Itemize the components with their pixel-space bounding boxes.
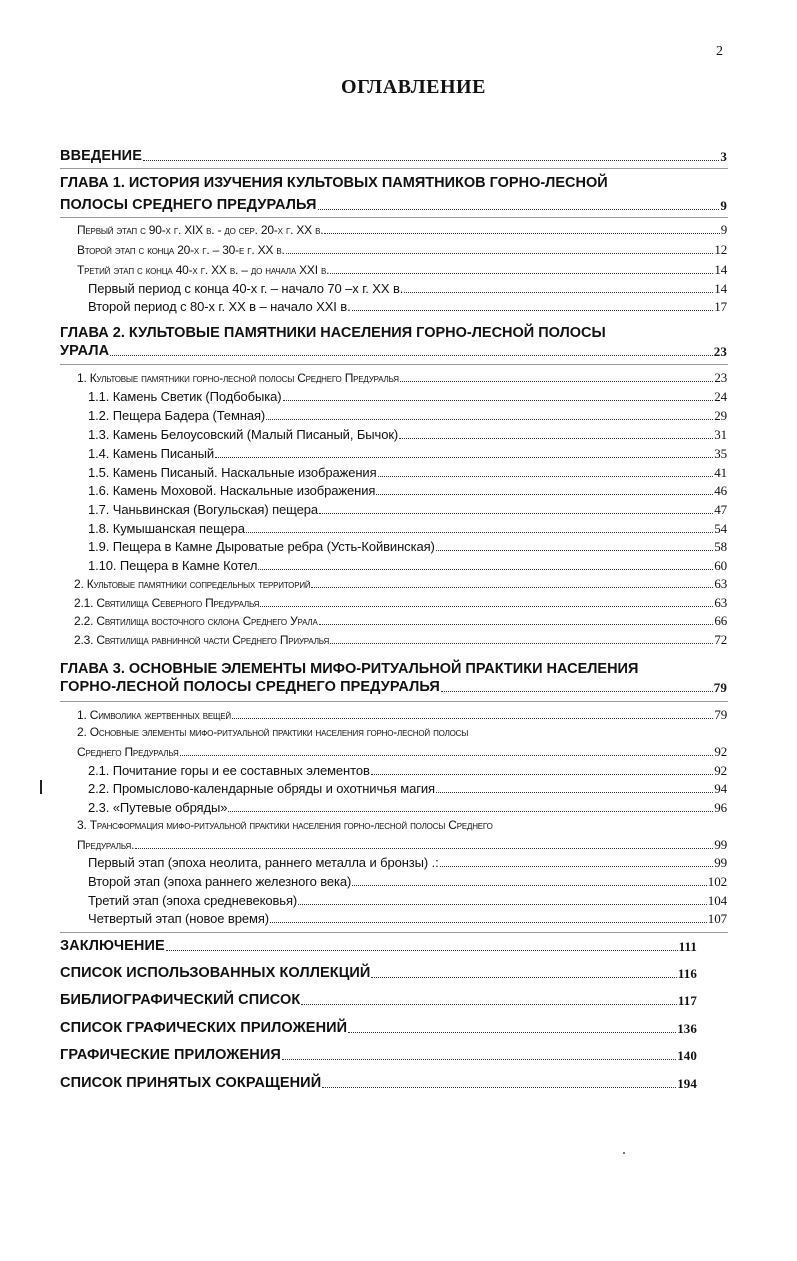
dot-leader	[318, 208, 720, 210]
toc-entry-title: 1. Культовые памятники горно-лесной полосы Среднего Предуралья	[77, 371, 399, 385]
toc-entry[interactable]	[88, 800, 727, 814]
dot-leader	[283, 399, 714, 401]
toc-entry[interactable]	[88, 539, 727, 553]
toc-entry-title: Предуралья.	[77, 838, 135, 852]
toc-entry[interactable]	[60, 966, 697, 980]
toc-entry[interactable]	[60, 1076, 697, 1090]
toc-entry-title: ЗАКЛЮЧЕНИЕ	[60, 937, 165, 954]
toc-entry-page: 47	[714, 502, 727, 517]
toc-entry-first-line: ГЛАВА 1. ИСТОРИЯ ИЗУЧЕНИЯ КУЛЬТОВЫХ ПАМЯТНИКОВ ГОРНО-ЛЕСНОЙ	[60, 175, 608, 191]
divider	[60, 932, 728, 933]
toc-entry-title: Второй период с 80-х г. XX в – начало XXI в.	[88, 299, 351, 314]
toc-entry[interactable]	[88, 893, 727, 907]
toc-entry-page: 99	[714, 855, 727, 870]
toc-entry-title: Второй этап с конца 20-х г. – 30-е г. XX в.	[77, 243, 285, 257]
toc-entry[interactable]	[88, 281, 727, 295]
toc-entry-page: 3	[720, 149, 727, 164]
toc-entry-title: Второй этап (эпоха раннего железного века)	[88, 874, 352, 889]
toc-entry-page: 92	[714, 744, 727, 759]
divider	[60, 701, 728, 702]
dot-leader	[322, 1086, 676, 1088]
dot-leader	[352, 884, 707, 886]
toc-entry-page: 79	[713, 680, 727, 695]
toc-entry-page: 194	[677, 1076, 697, 1091]
toc-entry-title: 1.4. Камень Писаный	[88, 446, 215, 461]
toc-entry-title: Первый этап с 90-х г. XIX в. - до сер. 20-х г. XX в.	[77, 223, 324, 237]
toc-entry-title: ГРАФИЧЕСКИЕ ПРИЛОЖЕНИЯ	[60, 1046, 281, 1063]
toc-entry[interactable]	[88, 483, 727, 497]
dot-leader	[330, 272, 713, 274]
dot-leader	[260, 605, 713, 607]
toc-entry[interactable]	[88, 502, 727, 516]
toc-entry-title: 1.2. Пещера Бадера (Темная)	[88, 408, 266, 423]
toc-entry-page: 12	[714, 242, 727, 257]
dot-leader	[319, 512, 713, 514]
dot-leader	[352, 309, 714, 311]
toc-entry[interactable]	[77, 744, 727, 758]
toc-entry[interactable]	[88, 299, 727, 313]
dot-leader	[215, 456, 713, 458]
toc-entry-title: Среднего Предуралья	[77, 745, 179, 759]
toc-entry-title: ВВЕДЕНИЕ	[60, 147, 142, 164]
toc-entry-page: 92	[714, 763, 727, 778]
toc-entry[interactable]	[60, 939, 697, 953]
toc-entry-title: 2.2. Промыслово-календарные обряды и охотничья магия	[88, 781, 435, 796]
dot-leader	[166, 949, 678, 951]
toc-entry-page: 46	[714, 483, 727, 498]
dot-leader	[371, 976, 676, 978]
dot-leader	[135, 847, 713, 849]
toc-entry-page: 116	[677, 966, 697, 981]
dot-leader	[399, 437, 713, 439]
divider	[60, 364, 728, 365]
dot-leader	[436, 549, 713, 551]
dot-leader	[324, 232, 719, 234]
dot-leader	[319, 623, 714, 625]
toc-entry-page: 29	[714, 408, 727, 423]
dot-leader	[371, 773, 713, 775]
toc-entry-page: 35	[714, 446, 727, 461]
toc-entry-title: 1.8. Кумышанская пещера	[88, 521, 245, 536]
toc-entry-page: 14	[714, 262, 727, 277]
dot-leader	[110, 354, 713, 356]
toc-entry-page: 58	[714, 539, 727, 554]
toc-entry-title: 2.1. Святилища Северного Предуралья	[74, 596, 260, 610]
toc-entry[interactable]	[88, 389, 727, 403]
toc-entry[interactable]	[77, 837, 727, 851]
toc-entry[interactable]	[77, 222, 727, 236]
toc-entry-title: ПОЛОСЫ СРЕДНЕГО ПРЕДУРАЛЬЯ	[60, 196, 317, 213]
toc-entry-title: 2.3. Святилища равнинной части Среднего Приуралья	[74, 633, 330, 647]
toc-entry-first-line: 2. Основные элементы мифо-ритуальной практики населения горно-лесной полосы	[77, 725, 469, 739]
toc-entry-page: 66	[714, 613, 727, 628]
toc-entry-title: 2.3. «Путевые обряды»	[88, 800, 228, 815]
divider	[60, 217, 728, 218]
toc-entry-page: 41	[714, 465, 727, 480]
toc-entry-page: 23	[714, 370, 727, 385]
toc-entry-page: 140	[677, 1048, 697, 1063]
dot-leader	[301, 1003, 677, 1005]
toc-entry-page: 136	[677, 1021, 697, 1036]
toc-entry[interactable]	[88, 781, 727, 795]
dot-leader	[400, 380, 714, 382]
scan-speck	[623, 1152, 625, 1154]
toc-entry-title: 1.10. Пещера в Камне Котел	[88, 558, 258, 573]
toc-entry[interactable]	[60, 344, 727, 358]
toc-entry[interactable]	[77, 242, 727, 256]
dot-leader	[348, 1031, 676, 1033]
dot-leader	[246, 531, 713, 533]
dot-leader	[180, 754, 714, 756]
toc-entry-title: Третий этап с конца 40-х г. XX в. – до начала XXI в.	[77, 263, 330, 277]
toc-entry[interactable]	[77, 262, 727, 276]
toc-entry-page: 17	[714, 299, 727, 314]
dot-leader	[270, 921, 707, 923]
toc-entry[interactable]	[60, 198, 727, 212]
toc-entry-title: 1.9. Пещера в Камне Дыроватые ребра (Усть-Койвинская)	[88, 539, 435, 554]
dot-leader	[266, 418, 713, 420]
toc-entry[interactable]	[60, 1048, 697, 1062]
toc-entry-title: СПИСОК ПРИНЯТЫХ СОКРАЩЕНИЙ	[60, 1074, 322, 1091]
toc-entry-title: БИБЛИОГРАФИЧЕСКИЙ СПИСОК	[60, 991, 301, 1008]
toc-entry-page: 60	[714, 558, 727, 573]
divider	[60, 168, 728, 169]
dot-leader	[441, 690, 713, 692]
toc-entry[interactable]	[88, 763, 727, 777]
toc-entry-page: 72	[714, 632, 727, 647]
dot-leader	[404, 291, 713, 293]
dot-leader	[311, 586, 713, 588]
dot-leader	[282, 1058, 676, 1060]
toc-entry-page: 102	[707, 874, 727, 889]
toc-entry-page: 63	[714, 595, 727, 610]
toc-entry-page: 79	[714, 707, 727, 722]
toc-entry-title: Первый период с конца 40-х г. – начало 70 –х г. XX в.	[88, 281, 404, 296]
page-title: ОГЛАВЛЕНИЕ	[341, 76, 486, 98]
toc-entry[interactable]	[74, 613, 727, 627]
toc-entry[interactable]	[77, 707, 727, 721]
toc-entry-first-line: ГЛАВА 2. КУЛЬТОВЫЕ ПАМЯТНИКИ НАСЕЛЕНИЯ ГОРНО-ЛЕСНОЙ ПОЛОСЫ	[60, 325, 606, 341]
toc-entry-title: Первый этап (эпоха неолита, раннего металла и бронзы) .:	[88, 855, 439, 870]
dot-leader	[228, 810, 713, 812]
toc-entry-first-line: 3. Трансформация мифо-ритуальной практики населения горно-лесной полосы Среднего	[77, 818, 493, 832]
toc-entry[interactable]	[88, 521, 727, 535]
toc-entry-page: 111	[678, 939, 697, 954]
toc-entry-title: 1.1. Камень Светик (Подбобыка)	[88, 389, 282, 404]
toc-entry-page: 31	[714, 427, 727, 442]
toc-entry-title: Третий этап (эпоха средневековья)	[88, 893, 298, 908]
toc-entry[interactable]	[88, 446, 727, 460]
toc-entry-title: 2.2. Святилища восточного склона Среднего Урала	[74, 614, 318, 628]
dot-leader	[330, 642, 713, 644]
dot-leader	[143, 159, 719, 161]
toc-entry-page: 23	[713, 344, 727, 359]
toc-entry[interactable]	[88, 855, 727, 869]
toc-entry-title: 1.3. Камень Белоусовский (Малый Писаный, Бычок)	[88, 427, 399, 442]
dot-leader	[436, 791, 713, 793]
toc-entry-title: 1.6. Камень Моховой. Наскальные изображения	[88, 483, 376, 498]
dot-leader	[286, 252, 714, 254]
toc-entry-page: 107	[707, 911, 727, 926]
toc-entry[interactable]	[88, 911, 727, 925]
toc-entry-title: 1.7. Чаньвинская (Вогульская) пещера	[88, 502, 318, 517]
toc-entry-title: Четвертый этап (новое время)	[88, 911, 270, 926]
toc-entry-page: 104	[707, 893, 727, 908]
toc-entry-first-line: ГЛАВА 3. ОСНОВНЫЕ ЭЛЕМЕНТЫ МИФО-РИТУАЛЬНОЙ ПРАКТИКИ НАСЕЛЕНИЯ	[60, 661, 639, 677]
toc-entry-title: 2.1. Почитание горы и ее составных элементов	[88, 763, 370, 778]
dot-leader	[440, 865, 714, 867]
dot-leader	[378, 475, 714, 477]
toc-entry[interactable]	[77, 370, 727, 384]
toc-entry[interactable]	[74, 576, 727, 590]
toc-entry-page: 94	[714, 781, 727, 796]
dot-leader	[232, 717, 713, 719]
dot-leader	[258, 568, 713, 570]
toc-entry[interactable]	[88, 408, 727, 422]
scan-mark	[40, 780, 42, 794]
toc-entry[interactable]	[88, 558, 727, 572]
toc-entry[interactable]	[74, 632, 727, 646]
toc-entry[interactable]	[60, 1021, 697, 1035]
toc-entry-title: ГОРНО-ЛЕСНОЙ ПОЛОСЫ СРЕДНЕГО ПРЕДУРАЛЬЯ	[60, 678, 440, 695]
toc-entry-page: 63	[714, 576, 727, 591]
toc-entry[interactable]	[88, 874, 727, 888]
toc-entry-page: 14	[714, 281, 727, 296]
toc-entry-page: 9	[720, 198, 727, 213]
toc-entry-page: 99	[714, 837, 727, 852]
toc-entry[interactable]	[60, 680, 727, 694]
toc-entry-title: УРАЛА	[60, 342, 110, 359]
toc-entry-title: СПИСОК ИСПОЛЬЗОВАННЫХ КОЛЛЕКЦИЙ	[60, 964, 371, 981]
toc-entry-page: 24	[714, 389, 727, 404]
toc-entry-title: СПИСОК ГРАФИЧЕСКИХ ПРИЛОЖЕНИЙ	[60, 1019, 348, 1036]
toc-entry-title: 1. Символика жертвенных вещей	[77, 708, 231, 722]
toc-entry[interactable]	[88, 465, 727, 479]
page-number: 2	[716, 44, 723, 59]
toc-entry-page: 54	[714, 521, 727, 536]
toc-entry-page: 9	[720, 222, 727, 237]
toc-entry-page: 96	[714, 800, 727, 815]
toc-entry-page: 117	[677, 993, 697, 1008]
toc-entry[interactable]	[74, 595, 727, 609]
toc-entry-title: 2. Культовые памятники сопредельных территорий	[74, 577, 311, 591]
dot-leader	[298, 903, 707, 905]
toc-entry[interactable]	[60, 993, 697, 1007]
toc-entry[interactable]	[88, 427, 727, 441]
toc-entry-title: 1.5. Камень Писаный. Наскальные изображения	[88, 465, 377, 480]
dot-leader	[376, 493, 713, 495]
toc-entry[interactable]	[60, 149, 727, 163]
